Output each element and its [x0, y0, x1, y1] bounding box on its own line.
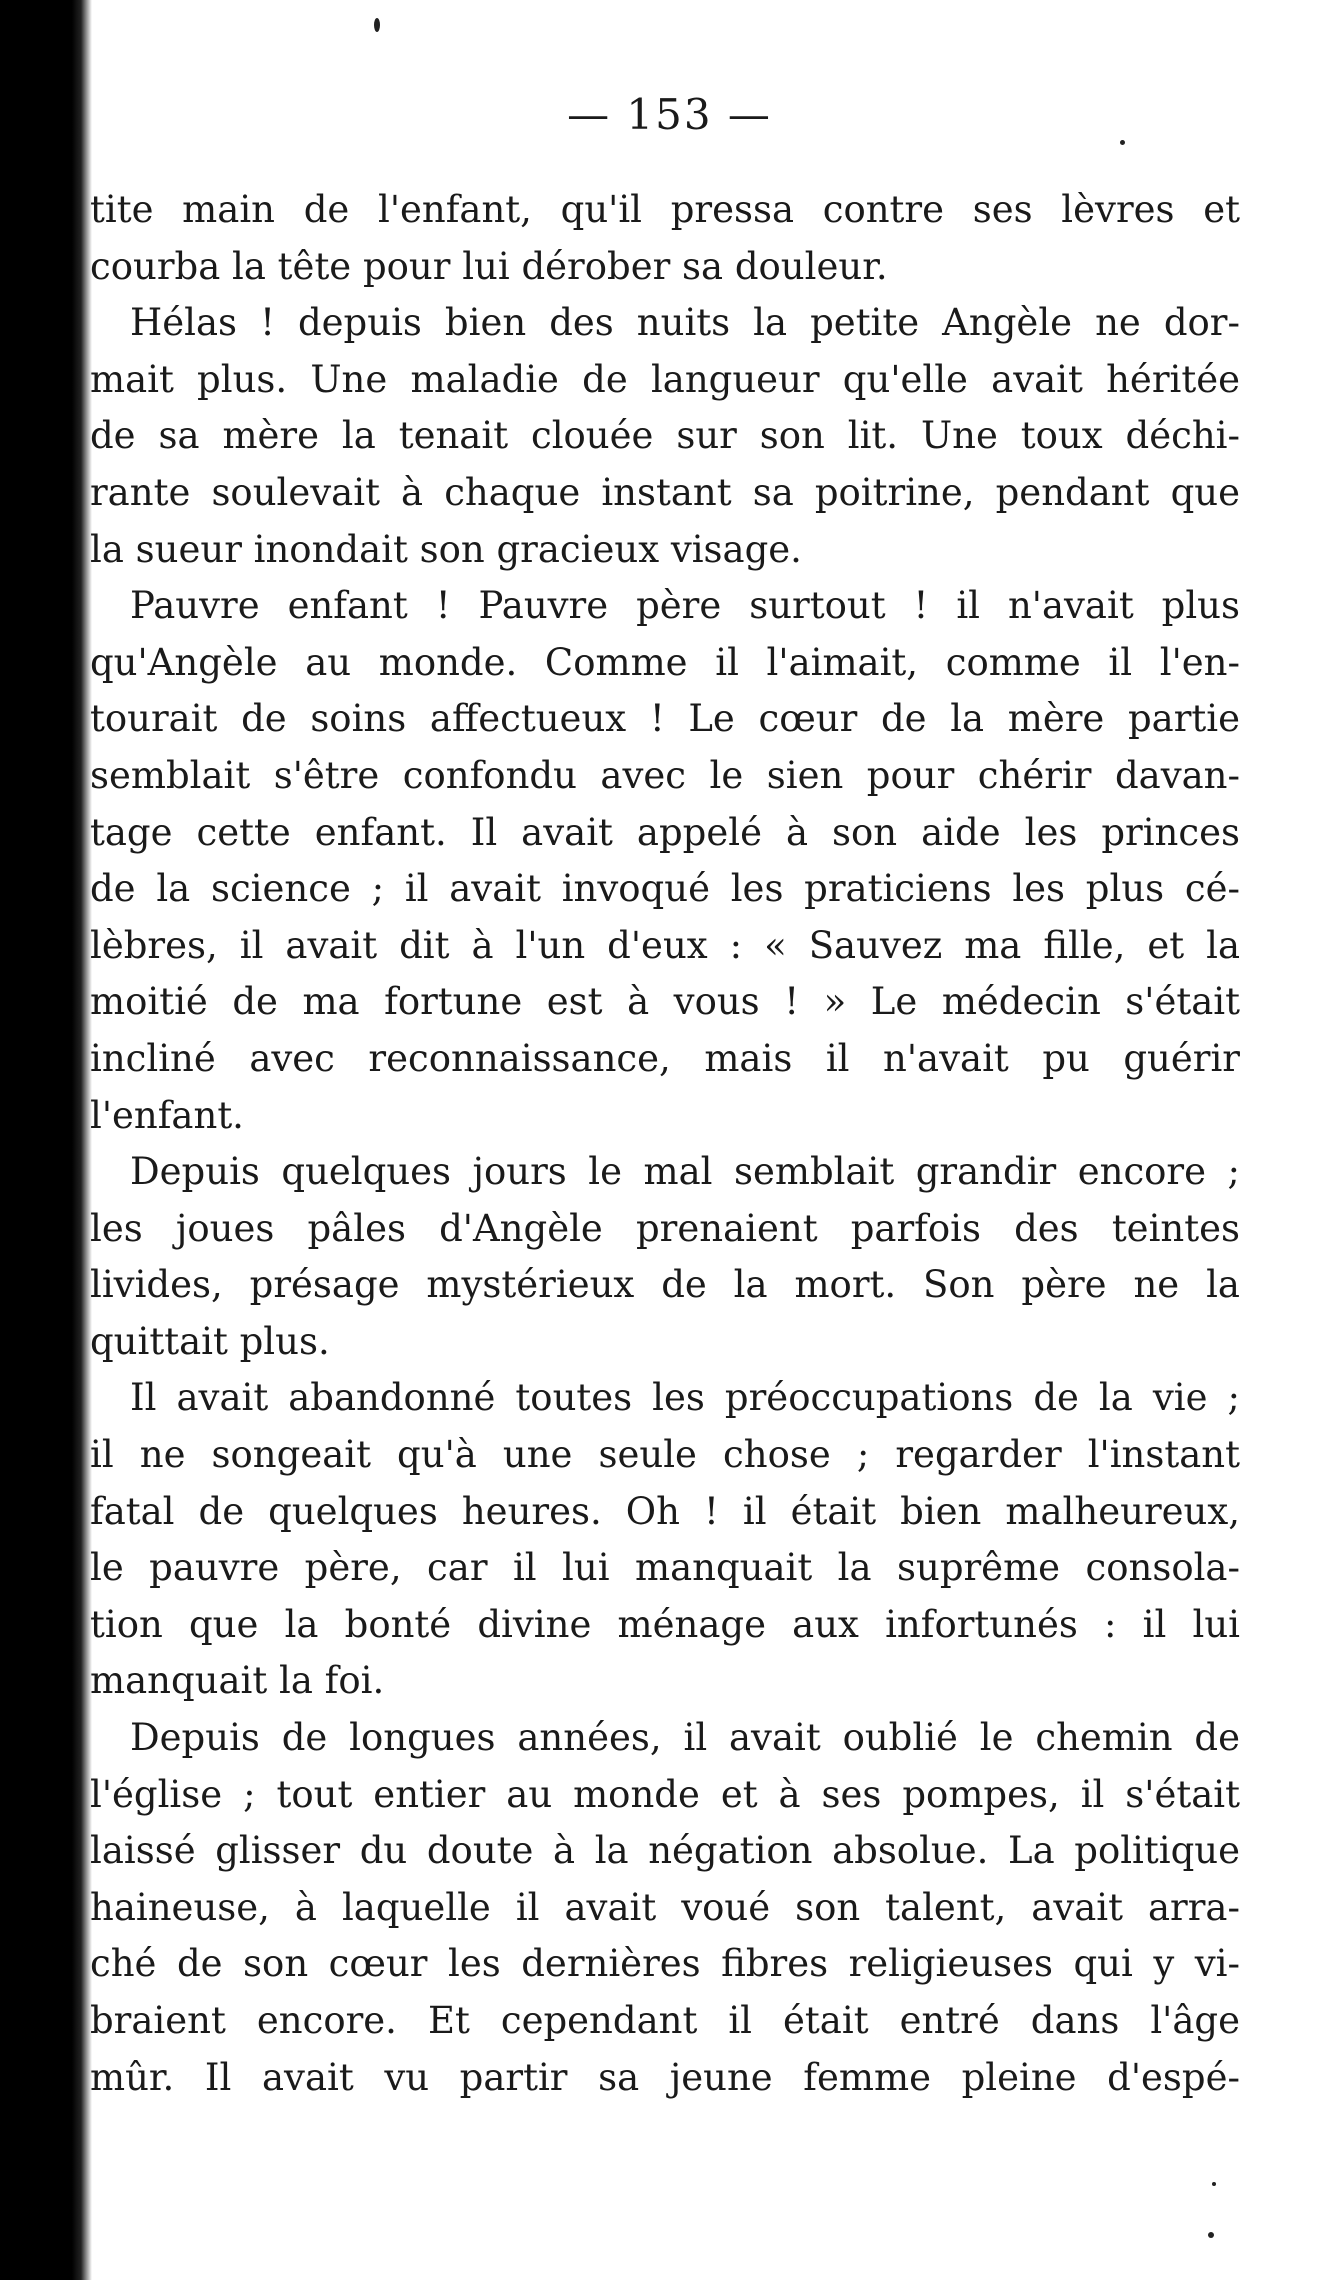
text-line: mait plus. Une maladie de langueur qu'elle avait héritée	[90, 357, 1240, 401]
text-line: Depuis de longues années, il avait oublié le chemin de	[130, 1716, 1240, 1760]
text-line: de sa mère la tenait clouée sur son lit. Une toux déchi-	[90, 414, 1240, 458]
page-number: — 153 —	[567, 90, 772, 139]
text-line: l'église ; tout entier au monde et à ses pompes, il s'était	[90, 1772, 1240, 1816]
text-line: tage cette enfant. Il avait appelé à son aide les princes	[90, 810, 1240, 854]
text-line: le pauvre père, car il lui manquait la suprême consola-	[90, 1546, 1240, 1590]
book-binding-shadow	[0, 0, 92, 2280]
text-line: qu'Angèle au monde. Comme il l'aimait, comme il l'en-	[90, 640, 1240, 684]
text-line: tite main de l'enfant, qu'il pressa contre ses lèvres et	[90, 188, 1240, 231]
page-text-block	[90, 182, 1240, 2106]
text-line: tion que la bonté divine ménage aux infortunés : il lui	[90, 1602, 1240, 1646]
text-line: de la science ; il avait invoqué les praticiens les plus cé-	[90, 867, 1240, 911]
text-line: fatal de quelques heures. Oh ! il était bien malheureux,	[90, 1489, 1240, 1533]
text-line: les joues pâles d'Angèle prenaient parfois des teintes	[90, 1206, 1240, 1250]
text-line: courba la tête pour lui dérober sa douleur.	[90, 244, 888, 288]
text-line: Pauvre enfant ! Pauvre père surtout ! il n'avait plus	[130, 584, 1240, 628]
text-line: incliné avec reconnaissance, mais il n'avait pu guérir	[90, 1036, 1240, 1080]
text-line: Hélas ! depuis bien des nuits la petite Angèle ne dor-	[130, 301, 1240, 345]
text-line: mûr. Il avait vu partir sa jeune femme pleine d'espé-	[90, 2055, 1240, 2099]
text-line: tourait de soins affectueux ! Le cœur de la mère partie	[90, 697, 1240, 741]
text-line: l'enfant.	[90, 1093, 244, 1137]
text-line: moitié de ma fortune est à vous ! » Le médecin s'était	[90, 980, 1240, 1024]
text-line: lèbres, il avait dit à l'un d'eux : « Sauvez ma fille, et la	[90, 923, 1240, 967]
ink-speck	[1120, 140, 1125, 145]
ink-speck	[374, 18, 380, 32]
text-line: manquait la foi.	[90, 1659, 385, 1703]
text-line: rante soulevait à chaque instant sa poitrine, pendant que	[90, 470, 1240, 514]
text-line: Depuis quelques jours le mal semblait grandir encore ;	[130, 1150, 1240, 1194]
text-line: braient encore. Et cependant il était entré dans l'âge	[90, 1999, 1240, 2042]
text-line: ché de son cœur les dernières fibres religieuses qui y vi-	[90, 1942, 1240, 1986]
text-line: semblait s'être confondu avec le sien pour chérir davan-	[90, 753, 1240, 797]
text-line: la sueur inondait son gracieux visage.	[90, 527, 802, 571]
ink-speck	[1212, 2182, 1216, 2186]
ink-speck	[1208, 2232, 1214, 2238]
text-line: haineuse, à laquelle il avait voué son talent, avait arra-	[90, 1885, 1240, 1929]
text-line: il ne songeait qu'à une seule chose ; regarder l'instant	[90, 1433, 1240, 1477]
text-line: laissé glisser du doute à la négation absolue. La politique	[90, 1829, 1240, 1873]
text-line: livides, présage mystérieux de la mort. Son père ne la	[90, 1263, 1240, 1307]
text-line: quittait plus.	[90, 1319, 330, 1363]
text-line: Il avait abandonné toutes les préoccupations de la vie ;	[130, 1376, 1240, 1420]
